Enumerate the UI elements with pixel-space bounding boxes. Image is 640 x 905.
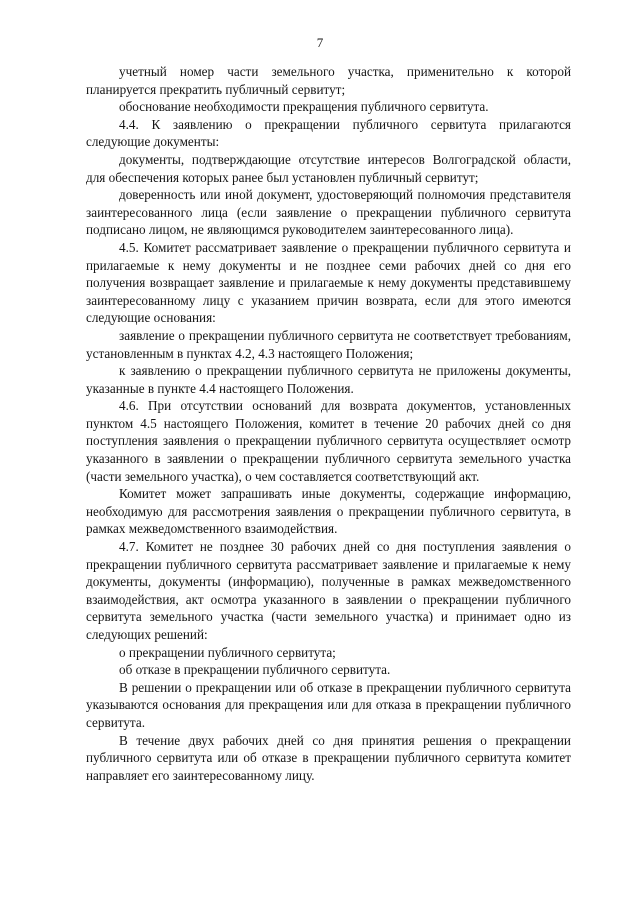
paragraph-4-5: 4.5. Комитет рассматривает заявление о прекращении публичного сервитута и прилагаемые к нему документы и не позднее семи рабочих дней со дня его получения возвращает заявление и прилагаемые к нему документы представившему заинтересованному лицу с указанием причин возврата, если для этого имеются следующие основания:	[86, 239, 571, 326]
paragraph-interagency-request: Комитет может запрашивать иные документы, содержащие информацию, необходимую для рассмотрения заявления о прекращении публичного сервитута, в рамках межведомственного взаимодействия.	[86, 486, 571, 537]
paragraph-decision-delivery: В течение двух рабочих дней со дня принятия решения о прекращении публичного сервитута или об отказе в прекращении публичного сервитута комитет направляет его заинтересованному лицу.	[86, 732, 571, 783]
paragraph-documents-volgograd: документы, подтверждающие отсутствие интересов Волгоградской области, для обеспечения которых ранее был установлен публичный сервитут;	[86, 151, 571, 185]
paragraph-4-4: 4.4. К заявлению о прекращении публичного сервитута прилагаются следующие документы:	[86, 116, 571, 150]
paragraph-decision-grounds: В решении о прекращении или об отказе в прекращении публичного сервитута указываются основания для прекращения или для отказа в прекращении публичного сервитута.	[86, 679, 571, 730]
paragraph-justification: обоснование необходимости прекращения публичного сервитута.	[119, 99, 489, 115]
paragraph-power-of-attorney: доверенность или иной документ, удостоверяющий полномочия представителя заинтересованного лица (если заявление о прекращении публичного сервитута подписано лицом, не являющимся руководителем заинтересованного лица).	[86, 187, 571, 238]
page-number: 7	[316, 35, 324, 50]
paragraph-cadastral-number: учетный номер части земельного участка, применительно к которой планируется прекратить публичный сервитут;	[86, 64, 571, 97]
paragraph-4-7: 4.7. Комитет не позднее 30 рабочих дней со дня поступления заявления о прекращении публичного сервитута рассматривает заявление и прилагаемые к нему документы, документы (информацию), полученные в рамках межведомственного взаимодействия, акт осмотра указанного в заявлении о прекращении публичного сервитута земельного участка (части земельного участка) и принимает одно из следующих решений:	[86, 539, 571, 642]
paragraph-4-6: 4.6. При отсутствии оснований для возврата документов, установленных пунктом 4.5 настоящего Положения, комитет в течение 20 рабочих дней со дня поступления заявления о прекращении публичного сервитута осуществляет осмотр указанного в заявлении о прекращении публичного сервитута земельного участка (части земельного участка), о чем составляется соответствующий акт.	[86, 398, 571, 484]
paragraph-decision-refuse: об отказе в прекращении публичного сервитута.	[119, 662, 391, 678]
paragraph-nonconformity: заявление о прекращении публичного сервитута не соответствует требованиям, установленным в пунктах 4.2, 4.3 настоящего Положения;	[86, 327, 571, 361]
paragraph-missing-documents: к заявлению о прекращении публичного сервитута не приложены документы, указанные в пункте 4.4 настоящего Положения.	[86, 363, 571, 396]
paragraph-decision-terminate: о прекращении публичного сервитута;	[119, 644, 336, 660]
document-body	[86, 63, 571, 784]
